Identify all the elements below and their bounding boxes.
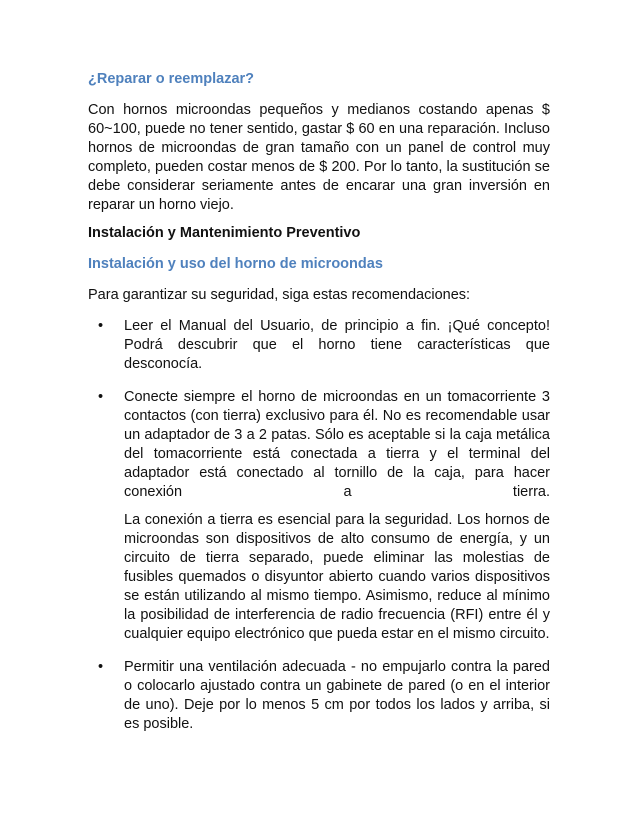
- paragraph-repair: Con hornos microondas pequeños y medianos costando apenas $ 60~100, puede no tener sentido, gastar $ 60 en una reparación. Incluso hornos de microondas de gran tamaño con un panel de control muy completo, pueden costar menos de $ 200. Por lo tanto, la sustitución se debe considerar seriamente antes de encarar una gran inversión en reparar un horno viejo.: [88, 102, 550, 213]
- list-item-text: Permitir una ventilación adecuada - no empujarlo contra la pared o colocarlo ajustado contra un gabinete de pared (o en el interior de uno). Deje por lo menos 5 cm por todos los lados y arriba, si es posible.: [124, 659, 550, 732]
- list-item: [88, 658, 550, 734]
- list-item-extra-text: La conexión a tierra es esencial para la seguridad. Los hornos de microondas son dispositivos de alto consumo de energía, y un circuito de tierra separado, puede eliminar las molestias de fusibles quemados o disyuntor abierto cuando varios dispositivos se están utilizando al mismo tiempo. Asimismo, reduce al mínimo la posibilidad de interferencia de radio frecuencia (RFI) entre él y cualquier equipo electrónico que pueda estar en el mismo circuito.: [124, 512, 550, 642]
- recommendations-list: [88, 317, 550, 734]
- intro-paragraph: Para garantizar su seguridad, siga estas recomendaciones:: [88, 287, 471, 303]
- bullet-icon: •: [98, 389, 104, 405]
- heading-repair-or-replace: ¿Reparar o reemplazar?: [88, 71, 255, 87]
- list-item-text: Leer el Manual del Usuario, de principio a fin. ¡Qué concepto! Podrá descubrir que el horno tiene características que desconocía.: [124, 318, 550, 372]
- heading-installation-maintenance: Instalación y Mantenimiento Preventivo: [88, 225, 361, 241]
- document-content: [88, 70, 550, 734]
- list-item: [88, 388, 550, 644]
- heading-installation-use: Instalación y uso del horno de microondas: [88, 256, 383, 272]
- list-item: [88, 317, 550, 374]
- list-item-text: Conecte siempre el horno de microondas en un tomacorriente 3 contactos (con tierra) exclusivo para él. No es recomendable usar un adaptador de 3 a 2 patas. Sólo es aceptable si la caja metálica del tomacorriente está conectada a tierra y el terminal del adaptador está conectado al tornillo de la caja, para hacer conexión a tierra.: [124, 389, 550, 500]
- bullet-icon: •: [98, 318, 104, 334]
- bullet-icon: •: [98, 659, 104, 675]
